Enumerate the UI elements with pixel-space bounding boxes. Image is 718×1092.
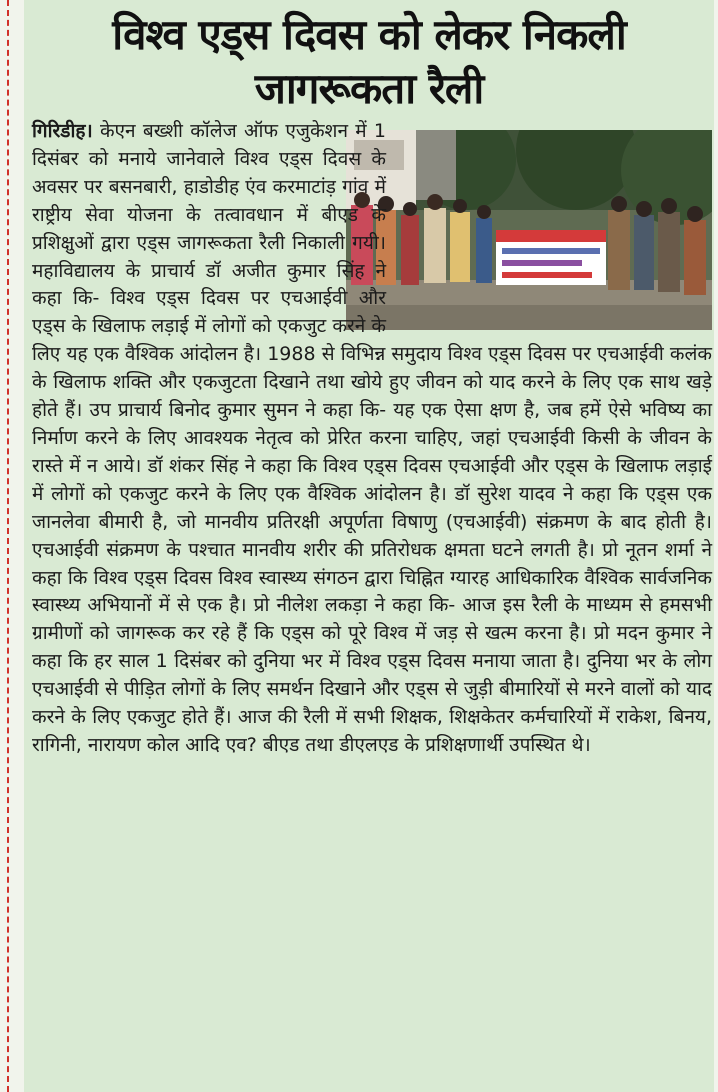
headline-line-2: जागरूकता रैली (254, 64, 484, 113)
article-paragraph: केएन बख्शी कॉलेज ऑफ एजुकेशन में 1 दिसंबर को मनाये जानेवाले विश्व एड्स दिवस के अवसर पर बसनबारी, हाडोडीह एंव करमाटांड़ गांव में राष्ट्रीय सेवा योजना के तत्वावधान में बीएड के प्रशिक्षुओं द्वारा एड्स जागरूकता रैली निकाली गयी। महाविद्यालय के प्राचार्य डॉ अजीत कुमार सिंह ने कहा कि- विश्व एड्स दिवस पर एचआईवी और एड्स के खिलाफ लड़ाई में लोगों को एकजुट करने के लिए यह एक वैश्विक आंदोलन है। 1988 से विभिन्न समुदाय विश्व एड्स दिवस पर एचआईवी कलंक के खिलाफ शक्ति और एकजुटता दिखाने तथा खोये हुए जीवन को याद करने के लिए एक साथ खड़े होते हैं। उप प्राचार्य बिनोद कुमार सुमन ने कहा कि- यह एक ऐसा क्षण है, जब हमें ऐसे भविष्य का निर्माण करने के लिए आवश्यक नेतृत्व को प्रेरित करना चाहिए, जहां एचआईवी किसी के जीवन के रास्ते में न आये। डॉ शंकर सिंह ने कहा कि विश्व एड्स दिवस एचआईवी और एड्स के खिलाफ लड़ाई में लोगों को एकजुट करने के लिए एक वैश्विक आंदोलन है। डॉ सुरेश यादव ने कहा कि एड्स एक जानलेवा बीमारी है, जो मानवीय प्रतिरक्षी अपूर्णता विषाणु (एचआईवी) संक्रमण के बाद होती है। एचआईवी संक्रमण के पश्चात मानवीय शरीर की प्रतिरोधक क्षमता घटने लगती है। प्रो नूतन शर्मा ने कहा कि विश्व एड्स दिवस विश्व स्वास्थ्य संगठन द्वारा चिह्नित ग्यारह आधिकारिक वैश्विक सार्वजनिक स्वास्थ्य अभियानों में से एक है। प्रो नीलेश लकड़ा ने कहा कि- आज इस रैली के माध्यम से हमसभी ग्रामीणों को जागरूक कर रहे हैं कि एड्स को पूरे विश्व में जड़ से खत्म करना है। प्रो मदन कुमार ने कहा कि हर साल 1 दिसंबर को दुनिया भर में विश्व एड्स दिवस मनाया जाता है। दुनिया भर के लोग एचआईवी से पीड़ित लोगों के लिए समर्थन दिखाने और एड्स से जुड़ी बीमारियों से मरने वालों को याद करने के लिए एकजुट होते हैं। आज की रैली में सभी शिक्षक, शिक्षकेतर कर्मचारियों में राकेश, बिनय, रागिनी, नारायण कोल आदि एव? बीएड तथा डीएलएड के प्रशिक्षणार्थी उपस्थित थे। (32, 120, 712, 756)
article-body (32, 118, 712, 760)
headline-line-1: विश्व एड्स दिवस को लेकर निकली (112, 10, 626, 59)
headline (24, 0, 714, 116)
photo-text-wrap-spacer (386, 118, 712, 334)
scissor-cut-line (7, 0, 9, 1092)
dateline: गिरिडीह। (32, 120, 93, 142)
news-article (24, 0, 714, 1092)
